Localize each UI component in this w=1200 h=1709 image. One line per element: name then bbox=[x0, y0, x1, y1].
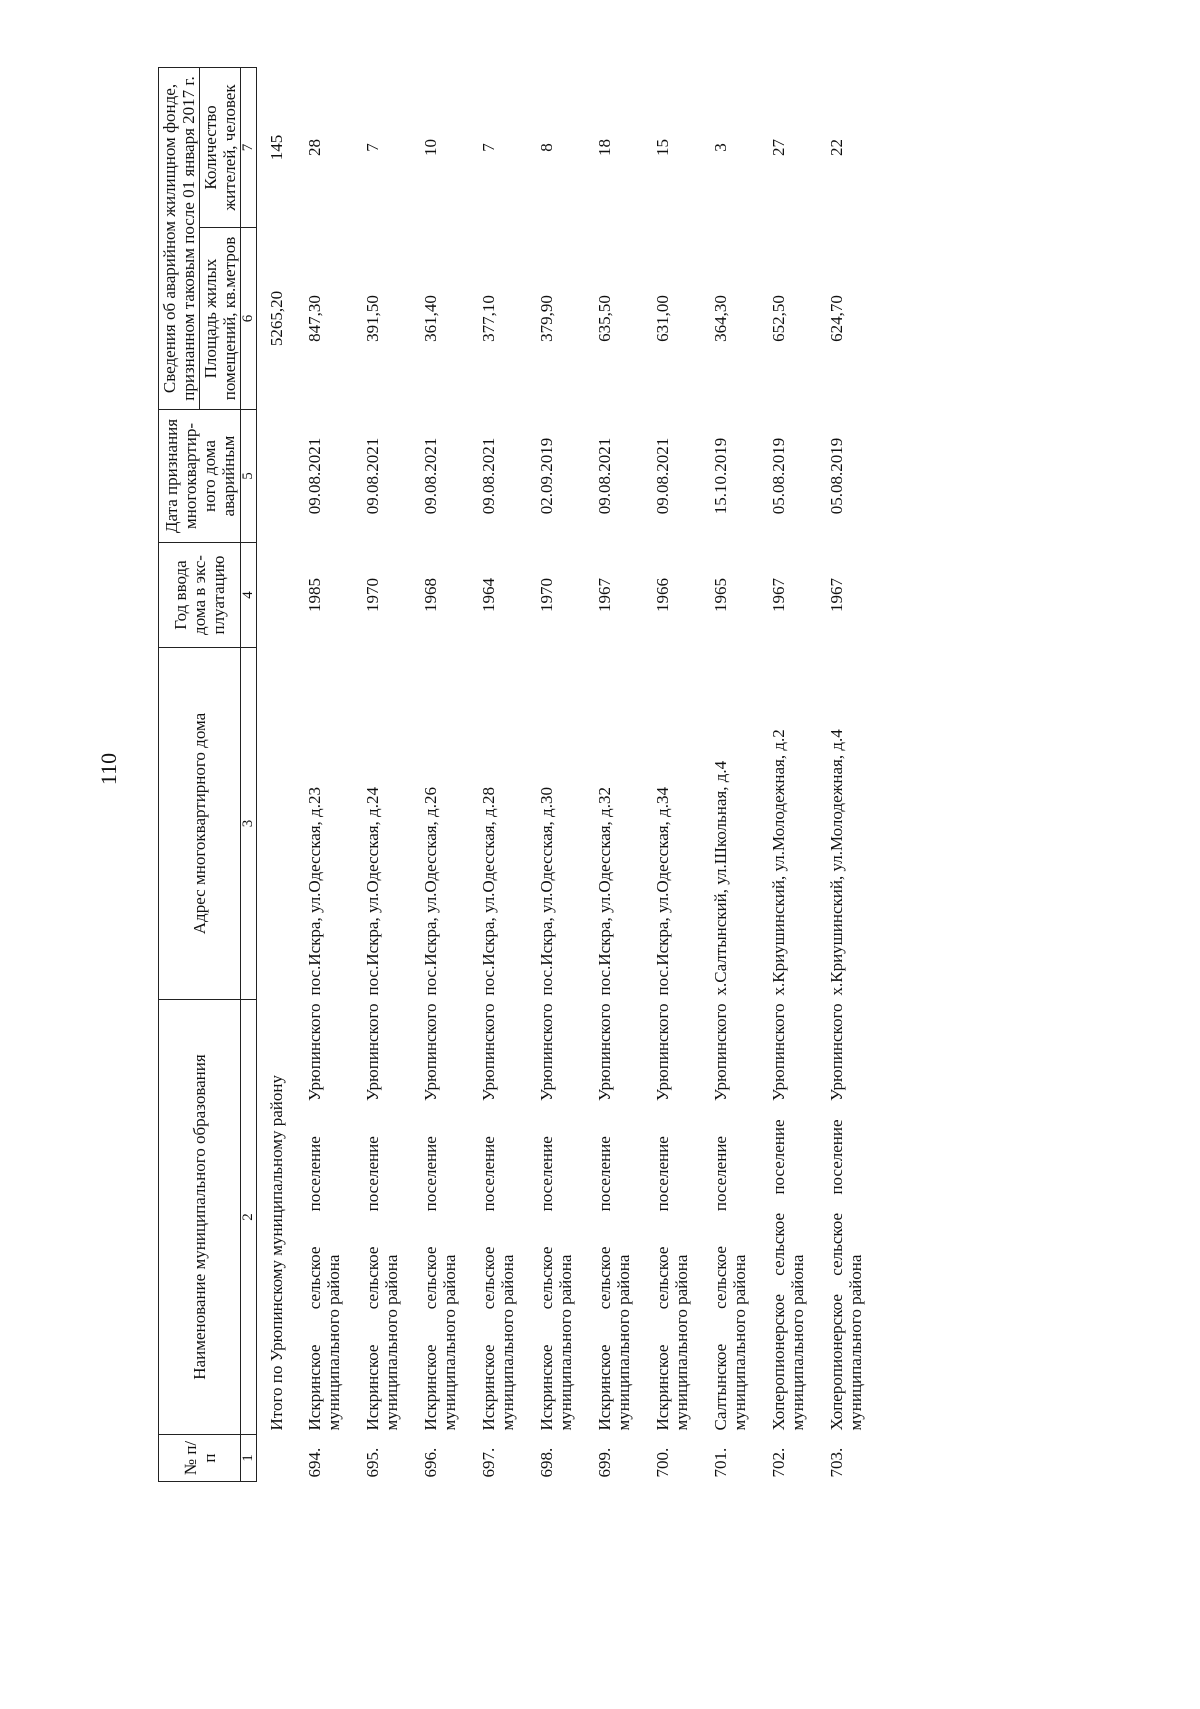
residents: 28 bbox=[305, 139, 324, 156]
year: 1964 bbox=[479, 578, 498, 612]
date: 09.08.2021 bbox=[653, 437, 672, 515]
area: 361,40 bbox=[421, 295, 440, 342]
area: 652,50 bbox=[769, 295, 788, 342]
area: 364,30 bbox=[711, 295, 730, 342]
address: пос.Искра, ул.Одесская, д.23 bbox=[305, 787, 324, 996]
table-row bbox=[465, 68, 523, 1482]
date: 09.08.2021 bbox=[479, 437, 498, 515]
year: 1967 bbox=[769, 578, 788, 612]
address: пос.Искра, ул.Одесская, д.32 bbox=[595, 787, 614, 996]
residents: 7 bbox=[479, 143, 498, 152]
date: 09.08.2021 bbox=[421, 437, 440, 515]
year: 1965 bbox=[711, 578, 730, 612]
row-number: 699. bbox=[595, 1447, 614, 1478]
header-num: № п/п bbox=[159, 1435, 241, 1482]
area: 379,90 bbox=[537, 295, 556, 342]
table-row bbox=[697, 68, 755, 1482]
municipality: Искринское сельское поселение Урюпинского муниципального района bbox=[537, 1003, 575, 1431]
residents: 18 bbox=[595, 139, 614, 156]
date: 09.08.2021 bbox=[363, 437, 382, 515]
area: 631,00 bbox=[653, 295, 672, 342]
header-date: Дата признания многоквартир-ного дома аварийным bbox=[159, 410, 241, 543]
header-address: Адрес многоквартирного дома bbox=[159, 648, 241, 1000]
municipality: Искринское сельское поселение Урюпинского муниципального района bbox=[305, 1003, 343, 1431]
header-area: Площадь жилых помещений, кв.метров bbox=[200, 228, 241, 410]
residents: 27 bbox=[769, 139, 788, 156]
table-row bbox=[407, 68, 465, 1482]
row-number: 702. bbox=[769, 1447, 788, 1478]
row-number: 696. bbox=[421, 1447, 440, 1478]
municipality: Искринское сельское поселение Урюпинского муниципального района bbox=[595, 1003, 633, 1431]
date: 09.08.2021 bbox=[305, 437, 324, 515]
address: пос.Искра, ул.Одесская, д.28 bbox=[479, 787, 498, 996]
row-number: 698. bbox=[537, 1447, 556, 1478]
municipality: Искринское сельское поселение Урюпинского муниципального района bbox=[421, 1003, 459, 1431]
date: 02.09.2019 bbox=[537, 437, 556, 515]
municipality: Искринское сельское поселение Урюпинского муниципального района bbox=[653, 1003, 691, 1431]
area: 391,50 bbox=[363, 295, 382, 342]
table-row bbox=[523, 68, 581, 1482]
year: 1967 bbox=[827, 578, 846, 612]
year: 1968 bbox=[421, 578, 440, 612]
residents: 3 bbox=[711, 143, 730, 152]
year: 1966 bbox=[653, 578, 672, 612]
table-row bbox=[813, 68, 871, 1482]
address: х.Криушинский, ул.Молодежная, д.4 bbox=[827, 729, 846, 996]
municipality: Хоперопионерское сельское поселение Урюпинского муниципального района bbox=[827, 1003, 865, 1431]
emergency-housing-table bbox=[158, 67, 871, 1482]
table-row bbox=[755, 68, 813, 1482]
row-number: 697. bbox=[479, 1447, 498, 1478]
column-number: 3 bbox=[241, 648, 257, 1000]
address: пос.Искра, ул.Одесская, д.34 bbox=[653, 787, 672, 996]
column-number: 4 bbox=[241, 543, 257, 648]
row-number: 695. bbox=[363, 1447, 382, 1478]
year: 1967 bbox=[595, 578, 614, 612]
residents: 8 bbox=[537, 143, 556, 152]
column-number: 5 bbox=[241, 410, 257, 543]
header-residents: Количество жителей, человек bbox=[200, 68, 241, 228]
column-number: 6 bbox=[241, 228, 257, 410]
date: 15.10.2019 bbox=[711, 437, 730, 515]
year: 1970 bbox=[537, 578, 556, 612]
table-row bbox=[639, 68, 697, 1482]
residents: 15 bbox=[653, 139, 672, 156]
residents: 10 bbox=[421, 139, 440, 156]
year: 1970 bbox=[363, 578, 382, 612]
column-number: 1 bbox=[241, 1435, 257, 1482]
area: 624,70 bbox=[827, 295, 846, 342]
address: пос.Искра, ул.Одесская, д.30 bbox=[537, 787, 556, 996]
address: х.Криушинский, ул.Молодежная, д.2 bbox=[769, 729, 788, 996]
date: 05.08.2019 bbox=[769, 437, 788, 515]
municipality: Хоперопионерское сельское поселение Урюпинского муниципального района bbox=[769, 1003, 807, 1431]
area: 377,10 bbox=[479, 295, 498, 342]
table-row bbox=[349, 68, 407, 1482]
date: 09.08.2021 bbox=[595, 437, 614, 515]
address: х.Салтынский, ул.Школьная, д.4 bbox=[711, 760, 730, 996]
area: 847,30 bbox=[305, 295, 324, 342]
residents: 22 bbox=[827, 139, 846, 156]
page-number: 110 bbox=[96, 752, 121, 786]
municipality: Искринское сельское поселение Урюпинского муниципального района bbox=[479, 1003, 517, 1431]
residents: 7 bbox=[363, 143, 382, 152]
header-mo: Наименование муниципального образования bbox=[159, 1000, 241, 1435]
address: пос.Искра, ул.Одесская, д.26 bbox=[421, 787, 440, 996]
column-number: 7 bbox=[241, 68, 257, 228]
total-area: 5265,20 bbox=[267, 290, 286, 347]
table-row bbox=[291, 68, 349, 1482]
date: 05.08.2019 bbox=[827, 437, 846, 515]
table-row bbox=[581, 68, 639, 1482]
header-info: Сведения об аварийном жилищном фонде, признанном таковым после 01 января 2017 г. bbox=[159, 68, 200, 410]
header-year: Год ввода дома в экс-плуатацию bbox=[159, 543, 241, 648]
total-label: Итого по Урюпинскому муниципальному району bbox=[267, 1075, 286, 1431]
row-number: 694. bbox=[305, 1447, 324, 1478]
year: 1985 bbox=[305, 578, 324, 612]
municipality: Салтынское сельское поселение Урюпинского муниципального района bbox=[711, 1003, 749, 1431]
row-number: 703. bbox=[827, 1447, 846, 1478]
total-row bbox=[257, 68, 292, 1482]
total-residents: 145 bbox=[267, 134, 286, 161]
area: 635,50 bbox=[595, 295, 614, 342]
municipality: Искринское сельское поселение Урюпинского муниципального района bbox=[363, 1003, 401, 1431]
column-number: 2 bbox=[241, 1000, 257, 1435]
row-number: 700. bbox=[653, 1447, 672, 1478]
row-number: 701. bbox=[711, 1447, 730, 1478]
address: пос.Искра, ул.Одесская, д.24 bbox=[363, 787, 382, 996]
